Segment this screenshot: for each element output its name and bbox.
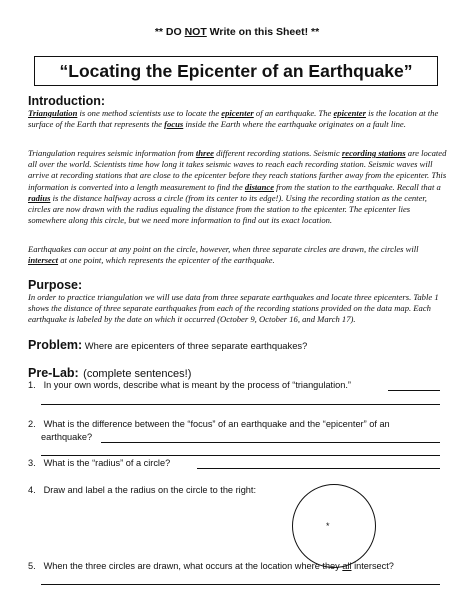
q5-text-post: intersect? xyxy=(351,561,394,571)
q5-answer-line-1[interactable] xyxy=(41,584,440,585)
text: inside the Earth where the earthquake originates on a fault line. xyxy=(183,119,406,130)
q1-number: 1. xyxy=(28,380,36,390)
q5-text-pre: When the three circles are drawn, what occurs at the location where they xyxy=(43,561,343,571)
purpose-heading: Purpose: xyxy=(28,278,83,292)
q5-text-all: all xyxy=(342,561,352,571)
text: of an earthquake. The xyxy=(253,108,334,118)
text: from the station to the earthquake. Recall that a xyxy=(274,181,441,192)
q3-text: What is the “radius” of a circle? xyxy=(43,458,171,468)
intro-paragraph-1 xyxy=(28,108,448,130)
question-1 xyxy=(28,379,351,392)
problem-row xyxy=(28,338,307,352)
text: different recording stations. Seismic xyxy=(213,148,342,158)
term-radius: radius xyxy=(28,192,51,203)
prelab-note: (complete sentences!) xyxy=(83,368,192,380)
term-epicenter: epicenter xyxy=(221,108,254,118)
question-4 xyxy=(28,484,256,497)
q3-answer-line-1[interactable] xyxy=(197,468,440,469)
text: is one method scientists use to locate the xyxy=(77,108,222,118)
term-focus: focus xyxy=(164,119,184,130)
q2-text-line-1: What is the difference between the “focus” of an earthquake and the “epicenter” of an xyxy=(43,419,390,429)
q2-number: 2. xyxy=(28,419,36,429)
text: is the distance halfway across a circle (from its center to its edge!). Using the recording station as the center, circles are now drawn with the radius equaling the distance from the station to the epicenter. The epicenter lies somewhere along this circle, but we need more information to find out its exact location. xyxy=(28,192,427,226)
warning-banner xyxy=(0,26,474,38)
q3-number: 3. xyxy=(28,458,36,468)
q4-text: Draw and label a the radius on the circle to the right: xyxy=(43,485,257,495)
text: is the location at the surface of the Earth that represents the xyxy=(28,108,439,130)
problem-text: Where are epicenters of three separate earthquakes? xyxy=(84,340,308,351)
q1-text: In your own words, describe what is meant by the process of “triangulation.” xyxy=(43,380,351,390)
text: Triangulation requires seismic information from xyxy=(28,148,196,158)
question-2 xyxy=(28,418,390,431)
question-5 xyxy=(28,560,394,573)
problem-heading: Problem: xyxy=(28,338,83,352)
q4-number: 4. xyxy=(28,485,36,495)
text: are located all over the world. Scientists time how long it takes seismic waves to reach each recording station. Seismic waves will arrive at recording stations that are close to the epicenter before they reach stations farther away from the epicenter. This information is converted into a length measurement to find the xyxy=(28,148,447,192)
q1-answer-line-1[interactable] xyxy=(388,390,440,391)
warning-text-post: Write on this Sheet! ** xyxy=(206,26,320,38)
intro-paragraph-3 xyxy=(28,244,448,266)
term-three: three xyxy=(195,148,214,158)
term-intersect: intersect xyxy=(28,255,59,266)
q2-text-line-2: earthquake? xyxy=(41,432,93,442)
text: at one point, which represents the epicenter of the earthquake. xyxy=(58,255,275,266)
intro-paragraph-2 xyxy=(28,148,448,226)
q2-answer-line-2[interactable] xyxy=(41,455,440,456)
q5-number: 5. xyxy=(28,561,36,571)
text: Earthquakes can occur at any point on the circle, however, when three separate circles are drawn, the circles will xyxy=(28,244,419,254)
introduction-heading: Introduction: xyxy=(28,94,106,108)
term-distance: distance xyxy=(244,181,275,192)
warning-not: NOT xyxy=(184,26,207,38)
question-3 xyxy=(28,457,170,470)
term-epicenter-2: epicenter xyxy=(333,108,366,118)
term-triangulation: Triangulation xyxy=(28,108,78,118)
warning-text-pre: ** DO xyxy=(154,26,185,38)
term-recording-stations: recording stations xyxy=(341,148,406,158)
purpose-text: In order to practice triangulation we will use data from three separate earthquakes and locate three epicenters. Table 1 shows the distance of three separate earthquakes from each of the recording stations provided on the data map. Each earthquake is labeled by the date on which it occurred (October 9, October 16, and March 17). xyxy=(28,292,439,325)
prelab-heading: Pre-Lab: xyxy=(28,366,79,380)
q2-answer-line-1[interactable] xyxy=(101,442,440,443)
q1-answer-line-2[interactable] xyxy=(41,404,440,405)
page-title: “Locating the Epicenter of an Earthquake” xyxy=(34,56,438,86)
circle-center-mark: * xyxy=(326,521,330,531)
radius-drawing-circle[interactable] xyxy=(292,484,376,568)
